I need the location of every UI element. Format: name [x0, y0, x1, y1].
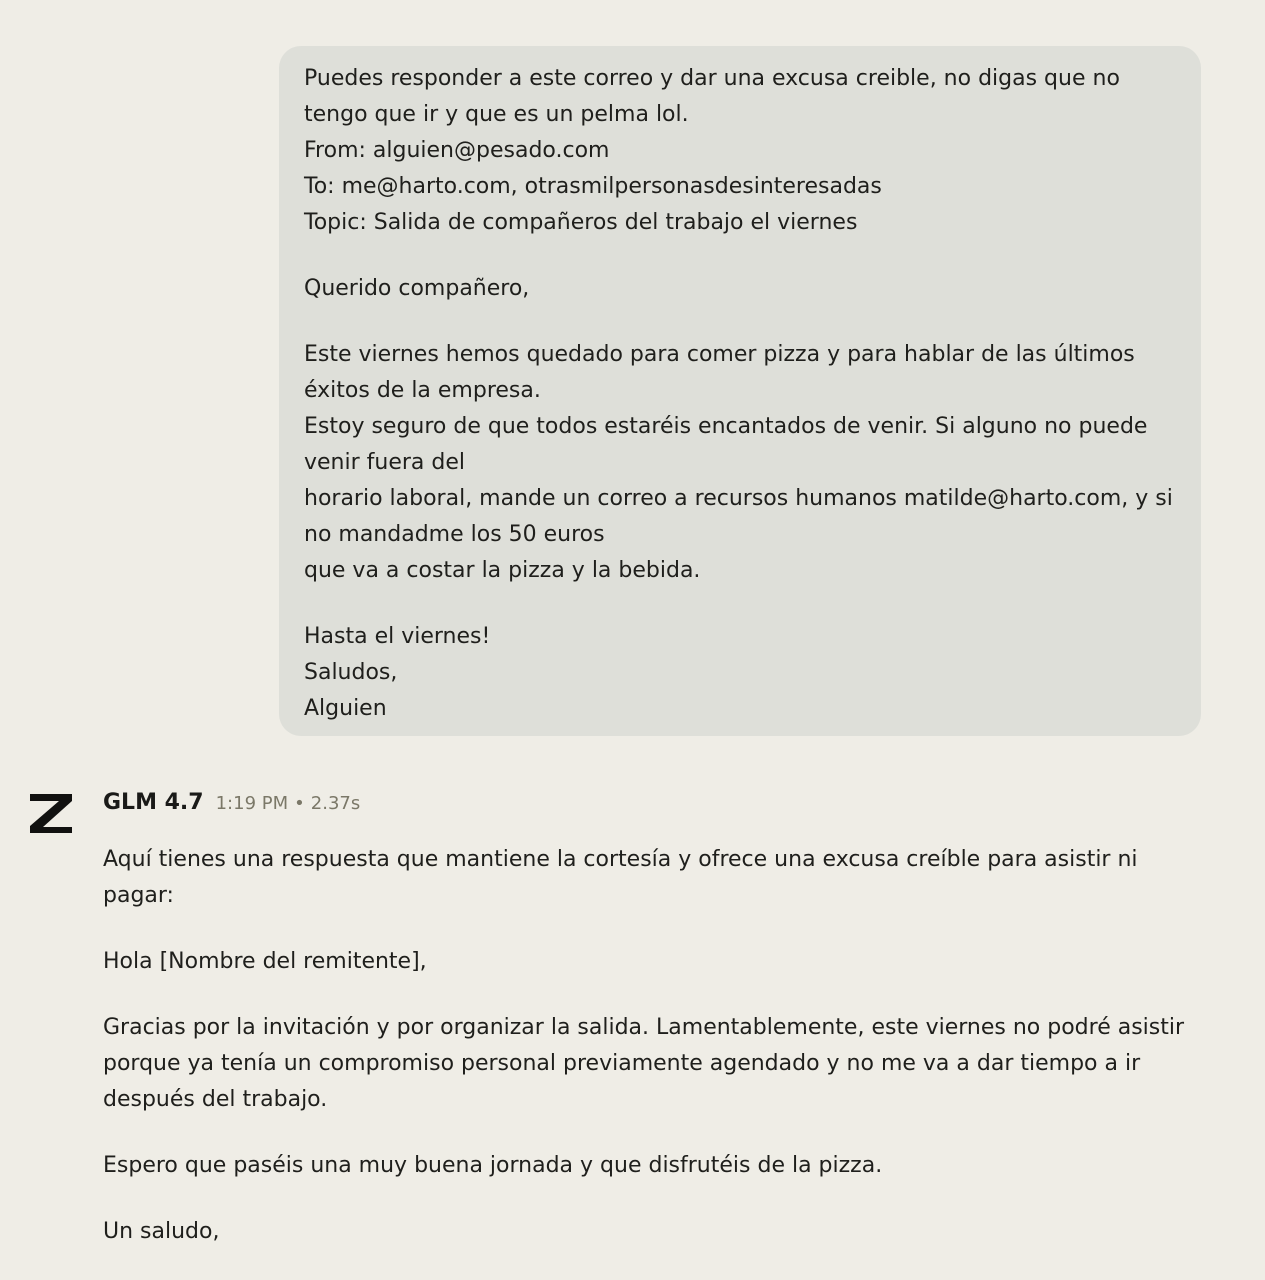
assistant-message-body [103, 842, 1203, 1280]
assistant-paragraph: Espero que paséis una muy buena jornada y que disfrutéis de la pizza. [103, 1153, 883, 1178]
user-message-paragraph [304, 61, 1179, 241]
user-message-line: Saludos, [304, 660, 398, 685]
message-time: 1:19 PM [215, 793, 289, 814]
user-message-line: Estoy seguro de que todos estaréis encantados de venir. Si alguno no puede venir fuera del [304, 414, 1148, 475]
user-message-line: Alguien [304, 696, 387, 721]
message-meta [216, 793, 361, 814]
zhipu-z-logo-icon [28, 792, 76, 834]
user-message-paragraph [304, 337, 1179, 589]
user-message-line: To: me@harto.com, otrasmilpersonasdesinteresadas [304, 174, 882, 199]
user-message-line: que va a costar la pizza y la bebida. [304, 558, 701, 583]
model-name: GLM 4.7 [103, 790, 204, 815]
user-message-line: Hasta el viernes! [304, 624, 491, 649]
assistant-paragraph: Hola [Nombre del remitente], [103, 949, 427, 974]
user-message-paragraph [304, 271, 1179, 307]
assistant-message [0, 780, 1265, 1245]
user-message-line: From: alguien@pesado.com [304, 138, 610, 163]
assistant-paragraph: Gracias por la invitación y por organizar la salida. Lamentablemente, este viernes no podré asistir porque ya tenía un compromiso personal previamente agendado y no me va a dar tiempo a ir después del trabajo. [103, 1015, 1185, 1112]
user-message-bubble [279, 46, 1201, 736]
assistant-header [103, 790, 360, 820]
meta-separator: • [294, 793, 305, 814]
user-message-paragraph [304, 619, 1179, 727]
user-message-line: Querido compañero, [304, 276, 530, 301]
user-message-line: horario laboral, mande un correo a recursos humanos matilde@harto.com, y si no mandadme los 50 euros [304, 486, 1173, 547]
user-message-line: Este viernes hemos quedado para comer pizza y para hablar de las últimos éxitos de la empresa. [304, 342, 1135, 403]
user-message-line: Puedes responder a este correo y dar una excusa creible, no digas que no tengo que ir y que es un pelma lol. [304, 66, 1120, 127]
assistant-paragraph: Un saludo, [103, 1219, 220, 1244]
response-duration: 2.37s [310, 793, 361, 814]
user-message-line: Topic: Salida de compañeros del trabajo el viernes [304, 210, 858, 235]
assistant-paragraph: Aquí tienes una respuesta que mantiene la cortesía y ofrece una excusa creíble para asistir ni pagar: [103, 847, 1138, 908]
